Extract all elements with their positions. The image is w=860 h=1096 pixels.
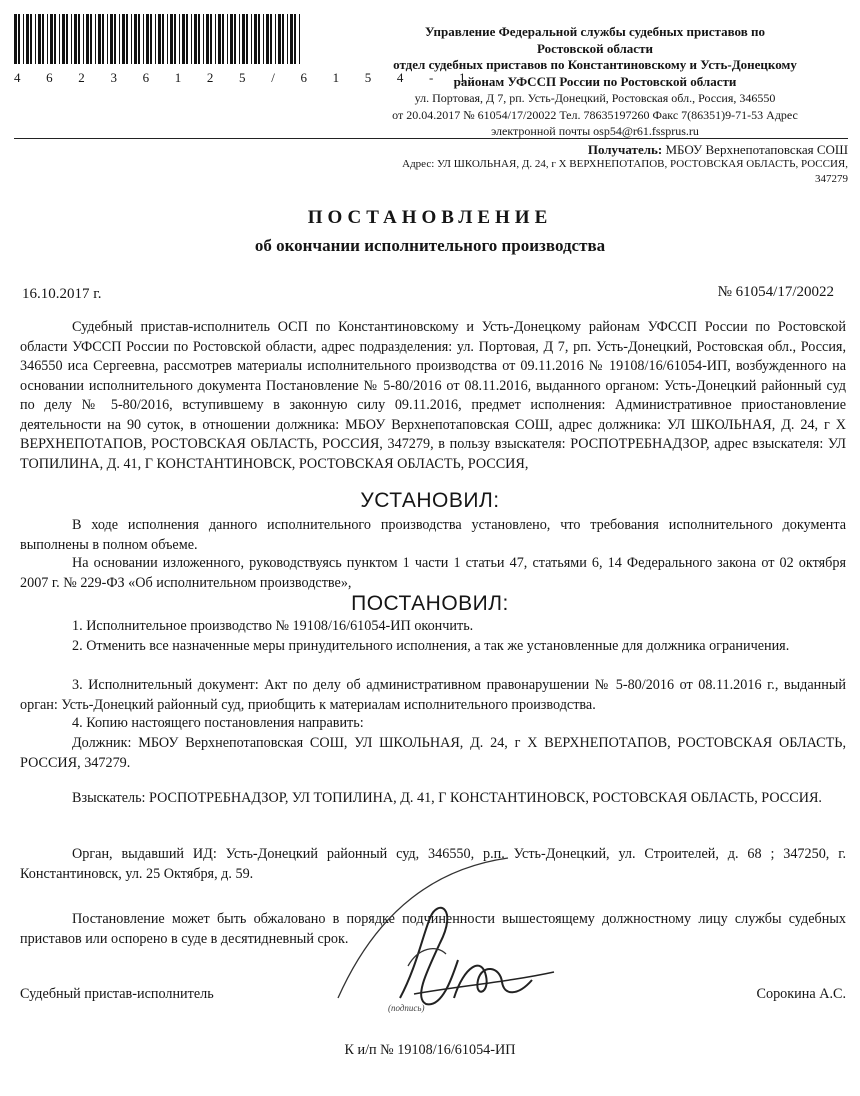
barcode-bar bbox=[62, 14, 65, 64]
barcode-bar bbox=[102, 14, 104, 64]
recipient-address-2: 347279 bbox=[815, 173, 848, 185]
barcode-bar bbox=[194, 14, 197, 64]
barcode-bar bbox=[74, 14, 77, 64]
recipient-name: МБОУ Верхнепотаповская СОШ bbox=[665, 142, 848, 157]
barcode-bar bbox=[114, 14, 116, 64]
intro-paragraph: Судебный пристав-исполнитель ОСП по Константиновскому и Усть-Донецкому районам УФССП России по Ростовской области УФССП России по Ростовской области, адрес подразделения: ул. Портовая, Д 7, рп. Усть-Донецкий, Ростовская обл., Россия, 346550 иса Сергеевна, рассмотрев материалы исполнительного производства от 09.11.2016 № 19108/16/61054-ИП, возбужденного на основании исполнительного документа Постановление № 5-80/2016 от 08.11.2016, выданного органом: Усть-Донецкий районный суд по делу № 5-80/2016, вступившему в законную силу 09.11.2016, предмет исполнения: Административное приостановление деятельности на 90 суток, в отношении должника: МБОУ Верхнепотаповская СОШ, адрес должника: УЛ ШКОЛЬНАЯ, Д. 24, г Х ВЕРХНЕПОТАПОВ, РОСТОВСКАЯ ОБЛАСТЬ, РОССИЯ, 347279, в пользу взыскателя: РОСПОТРЕБНАДЗОР, адрес взыскателя: УЛ ТОПИЛИНА, Д. 41, Г КОНСТАНТИНОВСК, РОСТОВСКАЯ ОБЛАСТЬ, РОССИЯ, bbox=[20, 319, 846, 472]
barcode bbox=[14, 14, 304, 64]
case-reference: К и/п № 19108/16/61054-ИП bbox=[344, 1042, 516, 1058]
recipient-block bbox=[370, 142, 848, 187]
barcode-bar bbox=[54, 14, 56, 64]
barcode-bar bbox=[254, 14, 257, 64]
issuer-address: ул. Портовая, Д 7, рп. Усть-Донецкий, Ростовская обл., Россия, 346550 bbox=[414, 91, 776, 105]
barcode-bar bbox=[90, 14, 92, 64]
barcode-bar bbox=[26, 14, 29, 64]
document-subtitle: об окончании исполнительного производства bbox=[254, 236, 606, 255]
barcode-bar bbox=[266, 14, 269, 64]
issuer-contact-1: от 20.04.2017 № 61054/17/20022 Тел. 78635197260 Факс 7(86351)9-71-53 Адрес bbox=[392, 107, 798, 122]
barcode-bar bbox=[95, 14, 96, 64]
barcode-bar bbox=[18, 14, 20, 64]
barcode-bar bbox=[23, 14, 24, 64]
barcode-bar bbox=[179, 14, 180, 64]
barcode-bar bbox=[234, 14, 236, 64]
established-paragraph-1: В ходе исполнения данного исполнительного производства установлено, что требования исполнительного документа выполнены в полном объеме. bbox=[20, 517, 846, 553]
document-title: ПОСТАНОВЛЕНИЕ bbox=[307, 207, 553, 228]
resolved-item-1: 1. Исполнительное производство № 19108/16/61054-ИП окончить. bbox=[72, 618, 474, 634]
issuer-header bbox=[350, 24, 840, 140]
barcode-bar bbox=[222, 14, 224, 64]
document-date: 16.10.2017 г. bbox=[22, 286, 102, 302]
barcode-bar bbox=[98, 14, 101, 64]
signatory-position: Судебный пристав-исполнитель bbox=[20, 986, 214, 1002]
recipient-label: Получатель: bbox=[587, 142, 663, 157]
resolved-heading: ПОСТАНОВИЛ: bbox=[351, 592, 509, 615]
established-heading: УСТАНОВИЛ: bbox=[360, 489, 500, 512]
resolved-item-4: 4. Копию настоящего постановления направить: bbox=[72, 715, 364, 731]
barcode-bar bbox=[42, 14, 44, 64]
barcode-bar bbox=[299, 14, 300, 64]
barcode-bar bbox=[282, 14, 284, 64]
barcode-bar bbox=[263, 14, 264, 64]
barcode-bar bbox=[86, 14, 89, 64]
barcode-bar bbox=[206, 14, 209, 64]
barcode-bar bbox=[155, 14, 156, 64]
barcode-bar bbox=[66, 14, 68, 64]
barcode-bar bbox=[290, 14, 293, 64]
barcode-bar bbox=[246, 14, 248, 64]
barcode-bar bbox=[146, 14, 149, 64]
barcode-bar bbox=[35, 14, 36, 64]
barcode-bar bbox=[134, 14, 137, 64]
barcode-bar bbox=[143, 14, 144, 64]
barcode-bar bbox=[162, 14, 164, 64]
barcode-bar bbox=[215, 14, 216, 64]
barcode-bar bbox=[47, 14, 48, 64]
dept-line-1: отдел судебных приставов по Константиновскому и Усть-Донецкому bbox=[393, 57, 797, 72]
header-divider bbox=[14, 138, 848, 139]
org-line-1: Управление Федеральной службы судебных приставов по bbox=[425, 24, 765, 39]
resolved-item-2: 2. Отменить все назначенные меры принудительного исполнения, а так же установленные для должника ограничения. bbox=[72, 638, 790, 654]
resolved-claimant: Взыскатель: РОСПОТРЕБНАДЗОР, УЛ ТОПИЛИНА, Д. 41, Г КОНСТАНТИНОВСК, РОСТОВСКАЯ ОБЛАСТЬ, РОССИЯ. bbox=[72, 790, 822, 806]
barcode-bar bbox=[110, 14, 113, 64]
resolved-item-3: 3. Исполнительный документ: Акт по делу об административном правонарушении № 5-80/2016 от 08.11.2016 г., выданный орган: Усть-Донецкий районный суд, приобщить к материалам исполнительного производства. bbox=[20, 677, 846, 713]
barcode-bar bbox=[278, 14, 281, 64]
resolved-issuer: Орган, выдавший ИД: Усть-Донецкий районный суд, 346550, р.п. Усть-Донецкий, ул. Строителей, д. 68 ; 347250, г. Константиновск, ул. 25 Октября, д. 59. bbox=[20, 846, 846, 882]
barcode-bar bbox=[242, 14, 245, 64]
barcode-bar bbox=[138, 14, 140, 64]
signature-caption: (подпись) bbox=[388, 1003, 425, 1013]
signature-image bbox=[318, 848, 558, 1038]
barcode-bar bbox=[198, 14, 200, 64]
barcode-bar bbox=[71, 14, 72, 64]
barcode-bar bbox=[287, 14, 288, 64]
barcode-bar bbox=[275, 14, 276, 64]
barcode-bar bbox=[83, 14, 84, 64]
resolved-debtor: Должник: МБОУ Верхнепотаповская СОШ, УЛ ШКОЛЬНАЯ, Д. 24, г Х ВЕРХНЕПОТАПОВ, РОСТОВСКАЯ ОБЛАСТЬ, РОССИЯ, 347279. bbox=[20, 735, 846, 771]
barcode-bar bbox=[30, 14, 32, 64]
signatory-name: Сорокина А.С. bbox=[756, 986, 846, 1002]
barcode-bar bbox=[210, 14, 212, 64]
barcode-bar bbox=[270, 14, 272, 64]
barcode-bar bbox=[186, 14, 188, 64]
barcode-bar bbox=[191, 14, 192, 64]
barcode-bar bbox=[294, 14, 296, 64]
barcode-bar bbox=[78, 14, 80, 64]
barcode-bar bbox=[182, 14, 185, 64]
barcode-bar bbox=[122, 14, 125, 64]
barcode-bar bbox=[174, 14, 176, 64]
barcode-bar bbox=[50, 14, 53, 64]
barcode-bar bbox=[14, 14, 17, 64]
barcode-bar bbox=[131, 14, 132, 64]
dept-line-2: районам УФССП России по Ростовской области bbox=[453, 73, 737, 89]
barcode-bar bbox=[158, 14, 161, 64]
recipient-address-1: Адрес: УЛ ШКОЛЬНАЯ, Д. 24, г Х ВЕРХНЕПОТАПОВ, РОСТОВСКАЯ ОБЛАСТЬ, РОССИЯ, bbox=[402, 158, 848, 170]
barcode-bar bbox=[150, 14, 152, 64]
barcode-bar bbox=[170, 14, 173, 64]
established-paragraph-2: На основании изложенного, руководствуясь пунктом 1 части 1 статьи 47, статьями 6, 14 Федерального закона от 02 октября 2007 г. № 229-ФЗ «Об исполнительном производстве», bbox=[20, 555, 846, 591]
barcode-bar bbox=[119, 14, 120, 64]
barcode-bar bbox=[167, 14, 168, 64]
barcode-bar bbox=[107, 14, 108, 64]
barcode-bar bbox=[38, 14, 41, 64]
barcode-bar bbox=[218, 14, 221, 64]
barcode-bar bbox=[126, 14, 128, 64]
barcode-bar bbox=[230, 14, 233, 64]
barcode-bar bbox=[251, 14, 252, 64]
barcode-bar bbox=[258, 14, 260, 64]
resolved-appeal: Постановление может быть обжаловано в порядке подчиненности вышестоящему должностному лицу службы судебных приставов или оспорено в суде в десятидневный срок. bbox=[20, 911, 846, 947]
barcode-bar bbox=[203, 14, 204, 64]
barcode-number: 4 6 2 3 6 1 2 5 / 6 1 5 4 - 1 bbox=[14, 70, 477, 85]
org-line-2: Ростовской области bbox=[537, 40, 653, 56]
barcode-bar bbox=[227, 14, 228, 64]
issuer-contact-2: электронной почты osp54@r61.fssprus.ru bbox=[491, 124, 699, 138]
barcode-bar bbox=[239, 14, 240, 64]
document-number: № 61054/17/20022 bbox=[717, 284, 834, 300]
barcode-bar bbox=[59, 14, 60, 64]
